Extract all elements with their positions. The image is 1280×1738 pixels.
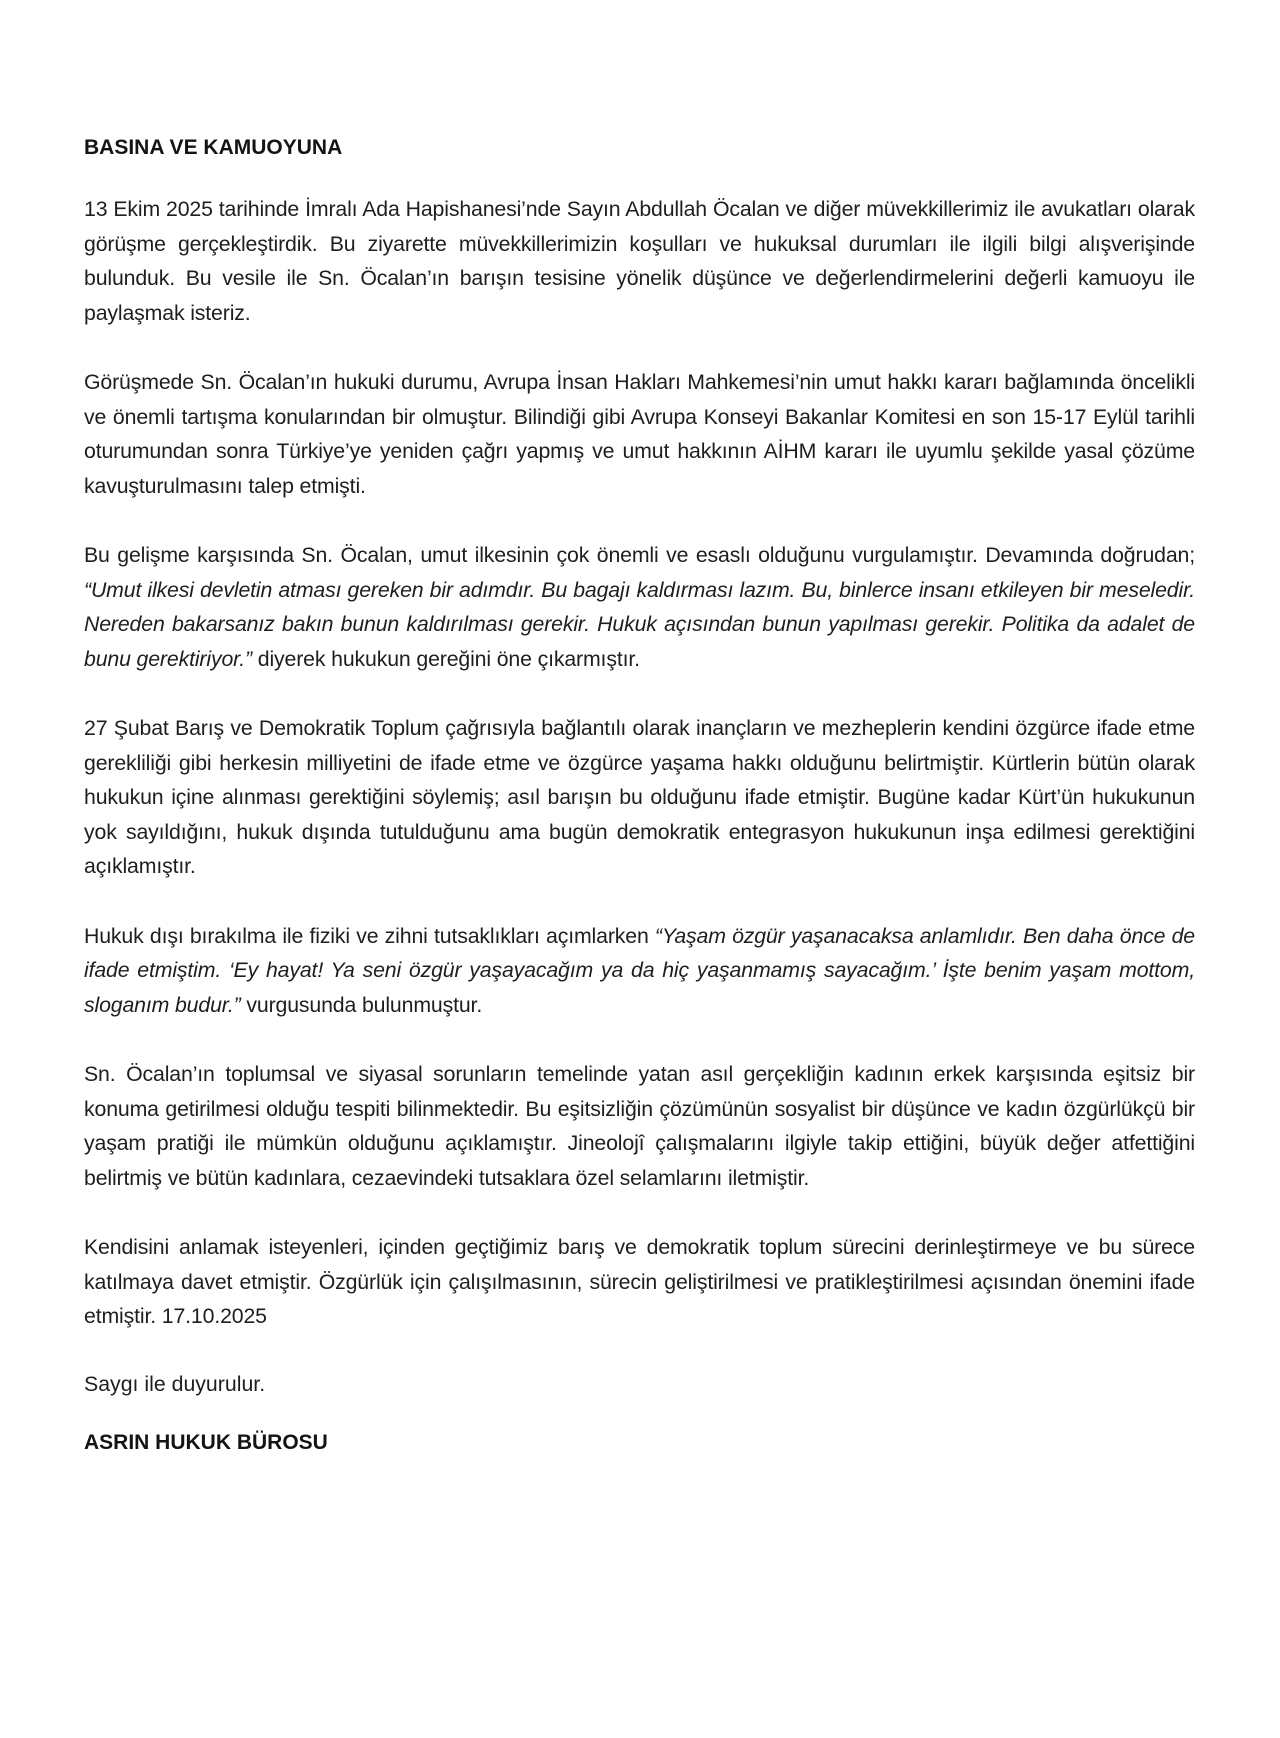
paragraph-legal-status (84, 365, 1195, 503)
press-release-document (84, 134, 1195, 1457)
paragraph-peace-call (84, 711, 1195, 884)
paragraph-text: diyerek hukukun gereğini öne çıkarmıştır. (252, 646, 640, 671)
paragraph-right-to-hope (84, 538, 1195, 676)
signature: ASRIN HUKUK BÜROSU (84, 1430, 328, 1454)
quotation: “Umut ilkesi devletin atması gereken bir adımdır. Bu bagajı kaldırması lazım. Bu, binlerce insanı etkileyen bir meseledir. Nereden bakarsanız bakın bunun kaldırılması gerekir. Hukuk açısından bunun yapılması gerekir. Politika da adalet de bunu gerektiriyor.” (84, 577, 1195, 671)
paragraph-text: Kendisini anlamak isteyenleri, içinden geçtiğimiz barış ve demokratik toplum sürecini derinleştirmeye ve bu sürece katılmaya davet etmiştir. Özgürlük için çalışılmasının, sürecin geliştirilmesi ve pratikleştirilmesi açısından önemini ifade etmiştir. 17.10.2025 (84, 1235, 1195, 1328)
paragraph-text: Sn. Öcalan’ın toplumsal ve siyasal sorunların temelinde yatan asıl gerçekliğin kadının erkek karşısında eşitsiz bir konuma getirilmesi olduğu tespiti bilinmektedir. Bu eşitsizliğin çözümünün sosyalist bir düşünce ve kadın özgürlükçü bir yaşam pratiği ile mümkün olduğunu açıklamıştır. Jineolojî çalışmalarını ilgiyle takip ettiğini, büyük değer atfettiğini belirtmiş ve bütün kadınlara, cezaevindeki tutsaklara özel selamlarını iletmiştir. (84, 1062, 1195, 1190)
document-heading: BASINA VE KAMUOYUNA (84, 136, 343, 159)
paragraph-text: vurgusunda bulunmuştur. (240, 992, 483, 1017)
paragraph-text: Hukuk dışı bırakılma ile fiziki ve zihni tutsaklıkları açımlarken (84, 923, 655, 948)
paragraph-text: Görüşmede Sn. Öcalan’ın hukuki durumu, Avrupa İnsan Hakları Mahkemesi’nin umut hakkı kararı bağlamında öncelikli ve önemli tartışma konularından bir olmuştur. Bilindiği gibi Avrupa Konseyi Bakanlar Komitesi en son 15-17 Eylül tarihli oturumundan sonra Türkiye’ye yeniden çağrı yapmış ve umut hakkının AİHM kararı ile uyumlu şekilde yasal çözüme kavuşturulmasını talep etmişti. (84, 370, 1195, 498)
paragraph-women-freedom (84, 1057, 1195, 1195)
paragraph-meeting-intro (84, 192, 1195, 330)
quotation: “Yaşam özgür yaşanacaksa anlamlıdır. Ben daha önce de ifade etmiştim. ‘Ey hayat! Ya seni özgür yaşayacağım ya da hiç yaşanmamış sayacağım.’ İşte benim yaşam mottom, sloganım budur.” (84, 923, 1195, 1017)
paragraph-freedom-quote (84, 919, 1195, 1023)
paragraph-invitation (84, 1230, 1195, 1334)
paragraph-text: Bu gelişme karşısında Sn. Öcalan, umut ilkesinin çok önemli ve esaslı olduğunu vurgulamıştır. Devamında doğrudan; (84, 543, 1195, 567)
paragraph-text: 27 Şubat Barış ve Demokratik Toplum çağrısıyla bağlantılı olarak inançların ve mezheplerin kendini özgürce ifade etme gerekliliği gibi herkesin milliyetini de ifade etme ve özgürce yaşama hakkı olduğunu belirtmiştir. Kürtlerin bütün olarak hukukun içine alınması gerektiğini söylemiş; asıl barışın bu olduğunu ifade etmiştir. Bugüne kadar Kürt’ün hukukunun yok sayıldığını, hukuk dışında tutulduğunu ama bugün demokratik entegrasyon hukukunun inşa edilmesi gerektiğini açıklamıştır. (84, 716, 1195, 878)
closing-line: Saygı ile duyurulur. (84, 1371, 266, 1396)
paragraph-text: 13 Ekim 2025 tarihinde İmralı Ada Hapishanesi’nde Sayın Abdullah Öcalan ve diğer müvekkillerimiz ile avukatları olarak görüşme gerçekleştirdik. Bu ziyarette müvekkillerimizin koşulları ve hukuksal durumları ile ilgili bilgi alışverişinde bulunduk. Bu vesile ile Sn. Öcalan’ın barışın tesisine yönelik düşünce ve değerlendirmelerini değerli kamuoyu ile paylaşmak isteriz. (84, 197, 1195, 325)
